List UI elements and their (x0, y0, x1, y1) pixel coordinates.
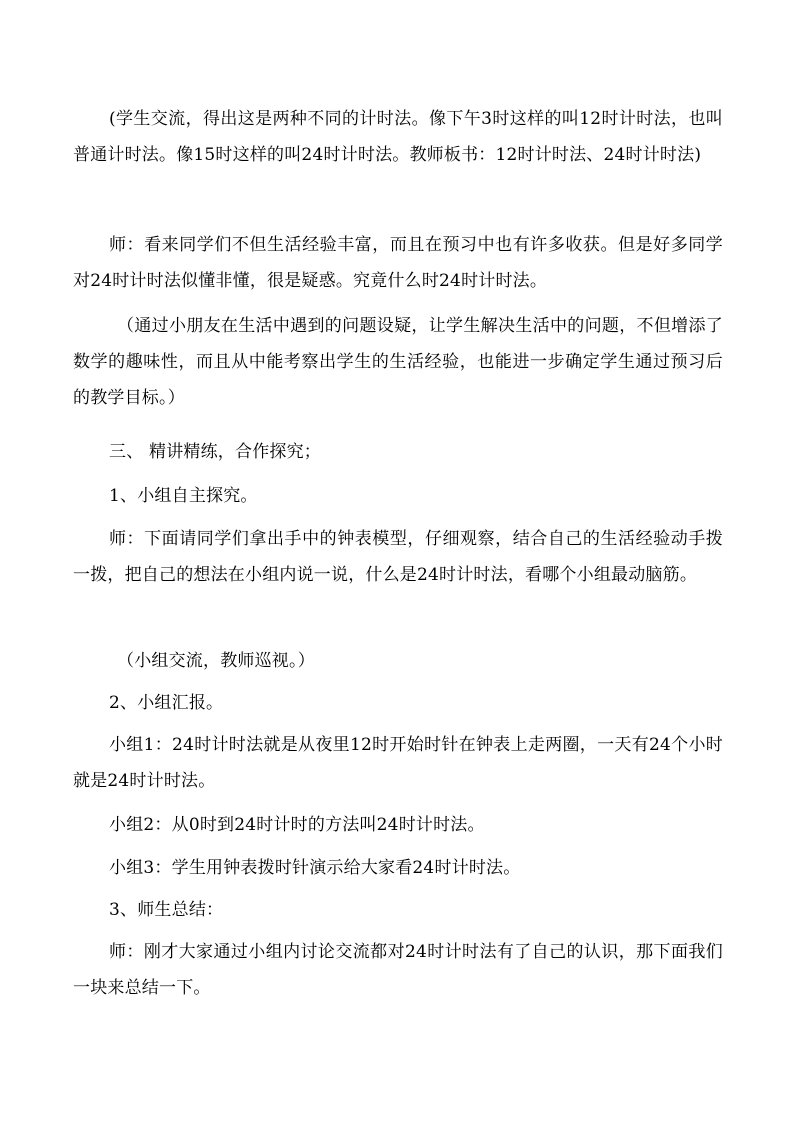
paragraph-group-1: 小组1：24时计时法就是从夜里12时开始时针在钟表上走两圈，一天有24个小时就是24时计时法。 (73, 735, 723, 791)
paragraph-teacher-instruction: 师：下面请同学们拿出手中的钟表模型，仔细观察，结合自己的生活经验动手拨一拨，把自己的想法在小组内说一说，什么是24时计时法，看哪个小组最动脑筋。 (73, 529, 723, 585)
paragraph-group-exchange: （小组交流，教师巡视。） (117, 651, 315, 671)
section-heading-three: 三、 精讲精练，合作探究； (109, 442, 322, 462)
paragraph-group-3: 小组3：学生用钟表拨时针演示给大家看24时计时法。 (109, 858, 521, 878)
paragraph-design-note: （通过小朋友在生活中遇到的问题设疑，让学生解决生活中的问题，不但增添了数学的趣味性，而且从中能考察出学生的生活经验，也能进一步确定学生通过预习后的教学目标。） (73, 316, 723, 408)
step-heading-3: 3、师生总结： (109, 900, 224, 920)
paragraph-student-exchange: (学生交流，得出这是两种不同的计时法。像下午3时这样的叫12时计时法，也叫普通计时法。像15时这样的叫24时计时法。教师板书：12时计时法、24时计时法) (73, 109, 723, 165)
paragraph-group-2: 小组2：从0时到24时计时的方法叫24时计时法。 (109, 815, 485, 835)
step-heading-2: 2、小组汇报。 (109, 693, 224, 713)
paragraph-teacher-remark: 师：看来同学们不但生活经验丰富，而且在预习中也有许多收获。但是好多同学对24时计时法似懂非懂，很是疑惑。究竟什么时24时计时法。 (73, 235, 723, 291)
paragraph-teacher-summary: 师：刚才大家通过小组内讨论交流都对24时计时法有了自己的认识，那下面我们一块来总结一下。 (73, 942, 723, 998)
step-heading-1: 1、小组自主探究。 (109, 486, 258, 506)
